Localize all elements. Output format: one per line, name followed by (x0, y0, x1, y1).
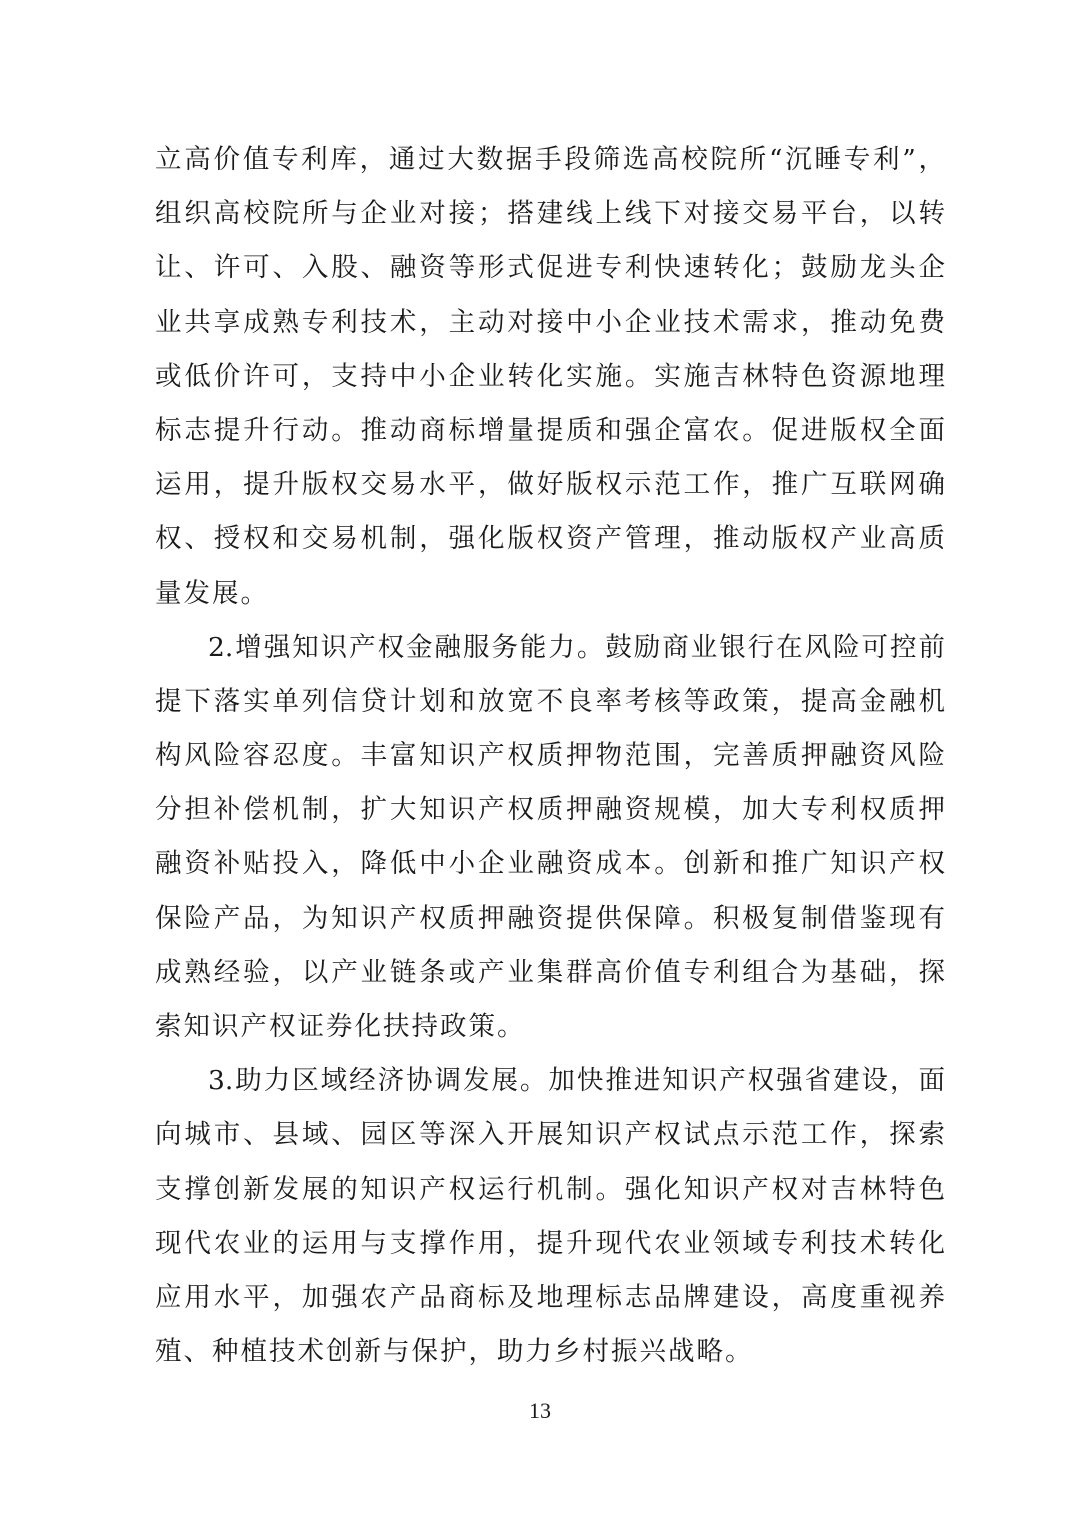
page-number: 13 (529, 1398, 551, 1423)
text-line: 量发展。 (155, 577, 269, 609)
text-line: 殖、种植技术创新与保护，助力乡村振兴战略。 (155, 1336, 754, 1368)
text-line: 让、许可、入股、融资等形式促进专利快速转化；鼓励龙头企 (155, 252, 945, 284)
paragraph-2 (155, 621, 945, 1055)
text-line: 向城市、县域、园区等深入开展知识产权试点示范工作，探索 (155, 1119, 945, 1151)
text-line: 提下落实单列信贷计划和放宽不良率考核等政策，提高金融机 (155, 685, 945, 717)
text-line: 保险产品，为知识产权质押融资提供保障。积极复制借鉴现有 (155, 902, 945, 934)
text-line: 索知识产权证券化扶持政策。 (155, 1011, 526, 1042)
text-line: 立高价值专利库，通过大数据手段筛选高校院所“沉睡专利”， (155, 144, 945, 175)
text-line: 成熟经验，以产业链条或产业集群高价值专利组合为基础，探 (155, 956, 945, 988)
text-line: 2.增强知识产权金融服务能力。鼓励商业银行在风险可控前 (208, 631, 945, 663)
text-line: 3.助力区域经济协调发展。加快推进知识产权强省建设，面 (208, 1065, 945, 1097)
text-line: 业共享成熟专利技术，主动对接中小企业技术需求，推动免费 (155, 306, 945, 338)
text-line: 支撑创新发展的知识产权运行机制。强化知识产权对吉林特色 (155, 1173, 945, 1205)
text-line: 运用，提升版权交易水平，做好版权示范工作，推广互联网确 (155, 469, 945, 501)
paragraph-continued (155, 133, 945, 621)
text-line: 权、授权和交易机制，强化版权资产管理，推动版权产业高质 (155, 523, 945, 555)
text-line: 分担补偿机制，扩大知识产权质押融资规模，加大专利权质押 (155, 794, 945, 826)
text-line: 标志提升行动。推动商标增量提质和强企富农。促进版权全面 (155, 414, 945, 446)
text-line: 现代农业的运用与支撑作用，提升现代农业领域专利技术转化 (155, 1227, 945, 1259)
text-line: 组织高校院所与企业对接；搭建线上线下对接交易平台，以转 (155, 198, 945, 230)
document-body (155, 133, 945, 1379)
text-line: 构风险容忍度。丰富知识产权质押物范围，完善质押融资风险 (155, 740, 945, 772)
text-line: 融资补贴投入，降低中小企业融资成本。创新和推广知识产权 (155, 848, 945, 880)
text-line: 应用水平，加强农产品商标及地理标志品牌建设，高度重视养 (155, 1281, 945, 1313)
paragraph-3 (155, 1054, 945, 1379)
text-line: 或低价许可，支持中小企业转化实施。实施吉林特色资源地理 (155, 360, 945, 392)
